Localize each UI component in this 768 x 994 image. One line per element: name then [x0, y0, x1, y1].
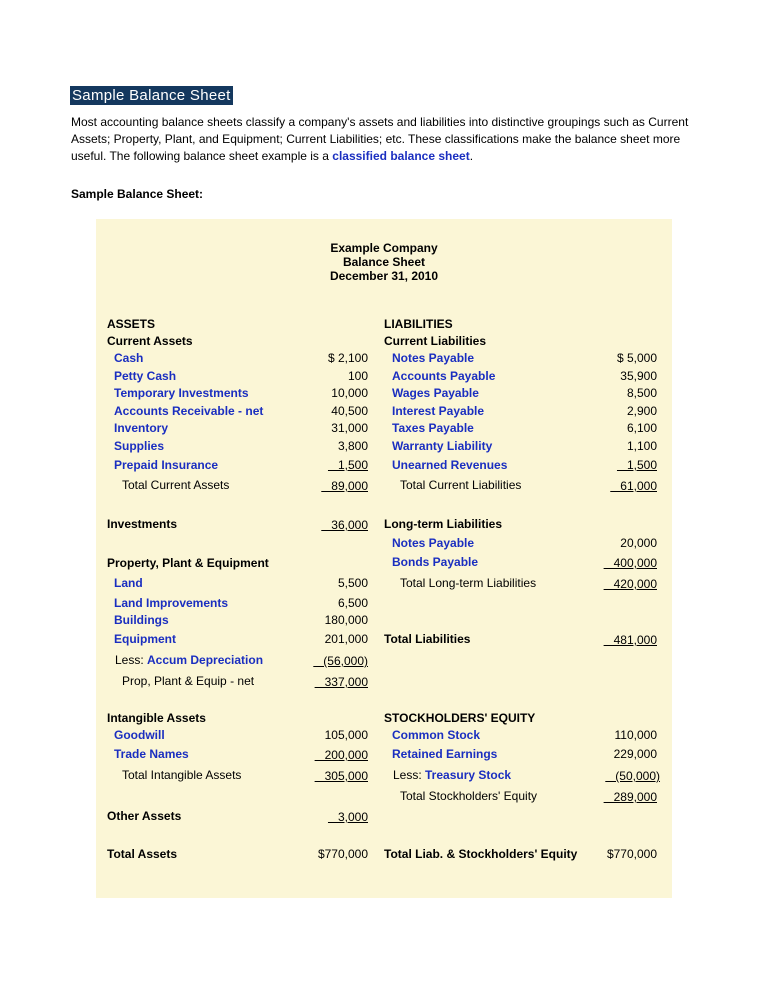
current-liabilities-heading: Current Liabilities [384, 334, 487, 348]
total-current-liabilities-label: Total Current Liabilities [400, 478, 522, 492]
less-prefix: Less: [393, 768, 426, 782]
liability-item-amount: 2,900 [626, 404, 657, 418]
liability-item-amount: 35,900 [620, 369, 657, 383]
asset-item-amount: 40,500 [331, 404, 368, 418]
liability-item-label[interactable]: Accounts Payable [392, 369, 496, 383]
longterm-item-amount: 400,000 [603, 556, 657, 570]
treasury-stock-amount: (50,000) [605, 769, 660, 783]
liability-item-amount: $ 5,000 [616, 351, 657, 365]
asset-item-label[interactable]: Accounts Receivable - net [114, 404, 264, 418]
liability-item-amount: 1,100 [626, 439, 657, 453]
investments-label: Investments [107, 517, 178, 531]
total-assets-amount: $770,000 [317, 847, 368, 861]
ppe-net-amount: 337,000 [314, 675, 368, 689]
liability-item-label[interactable]: Taxes Payable [392, 421, 474, 435]
liability-item-label[interactable]: Unearned Revenues [392, 458, 508, 472]
total-intangible-label: Total Intangible Assets [122, 768, 242, 782]
ppe-heading: Property, Plant & Equipment [107, 556, 269, 570]
asset-item-label[interactable]: Prepaid Insurance [114, 458, 219, 472]
total-equity-amount: 289,000 [603, 790, 657, 804]
other-assets-amount: 3,000 [327, 810, 368, 824]
liabilities-heading: LIABILITIES [384, 317, 453, 331]
longterm-item-amount: 20,000 [620, 536, 657, 550]
asset-item-amount: 100 [347, 369, 368, 383]
other-assets-label: Other Assets [107, 809, 182, 823]
page-title: Sample Balance Sheet [72, 87, 231, 104]
intro-text-end: . [469, 149, 474, 163]
total-current-assets-label: Total Current Assets [122, 478, 230, 492]
total-equity-label: Total Stockholders' Equity [400, 789, 538, 803]
total-liabilities-label: Total Liabilities [384, 632, 471, 646]
equity-item-label[interactable]: Common Stock [392, 728, 481, 742]
ppe-item-label[interactable]: Buildings [114, 613, 169, 627]
asset-item-label[interactable]: Cash [114, 351, 144, 365]
intangible-item-amount: 200,000 [314, 748, 368, 762]
equity-item-amount: 110,000 [614, 728, 657, 742]
total-liab-equity-amount: $770,000 [606, 847, 657, 861]
accum-depreciation-link[interactable]: Accum Depreciation [147, 653, 264, 667]
liability-item-label[interactable]: Warranty Liability [392, 439, 493, 453]
total-current-assets-amount: 89,000 [321, 479, 368, 493]
less-prefix: Less: [115, 653, 148, 667]
intangible-item-amount: 105,000 [324, 728, 368, 742]
equity-item-label[interactable]: Retained Earnings [392, 747, 498, 761]
accum-depreciation-amount: (56,000) [313, 654, 368, 668]
liability-item-label[interactable]: Interest Payable [392, 404, 485, 418]
longterm-item-label[interactable]: Notes Payable [392, 536, 475, 550]
liability-item-amount: 8,500 [626, 386, 657, 400]
ppe-item-label[interactable]: Land Improvements [114, 596, 229, 610]
asset-item-amount: 1,500 [327, 458, 368, 472]
company-name: Example Company [330, 241, 438, 255]
asset-item-label[interactable]: Supplies [114, 439, 165, 453]
total-current-liabilities-amount: 61,000 [610, 479, 657, 493]
statement-date: December 31, 2010 [329, 269, 439, 283]
current-assets-heading: Current Assets [107, 334, 193, 348]
asset-item-label[interactable]: Temporary Investments [114, 386, 249, 400]
ppe-item-amount: 180,000 [324, 613, 368, 627]
treasury-stock-row [393, 768, 511, 782]
classified-balance-sheet-link[interactable]: classified balance sheet [332, 149, 470, 163]
liability-item-label[interactable]: Wages Payable [392, 386, 479, 400]
ppe-net-label: Prop, Plant & Equip - net [122, 674, 255, 688]
asset-item-amount: $ 2,100 [327, 351, 368, 365]
liability-item-amount: 6,100 [626, 421, 657, 435]
treasury-stock-link[interactable]: Treasury Stock [425, 768, 512, 782]
asset-item-label[interactable]: Petty Cash [114, 369, 177, 383]
asset-item-amount: 3,800 [337, 439, 368, 453]
assets-heading: ASSETS [107, 317, 156, 331]
statement-name: Balance Sheet [342, 255, 426, 269]
asset-item-amount: 31,000 [331, 421, 368, 435]
total-intangible-amount: 305,000 [314, 769, 368, 783]
total-liabilities-amount: 481,000 [603, 633, 657, 647]
intangible-heading: Intangible Assets [107, 711, 206, 725]
ppe-item-label[interactable]: Equipment [114, 632, 176, 646]
ppe-item-amount: 6,500 [337, 596, 368, 610]
equity-item-amount: 229,000 [613, 747, 657, 761]
total-liab-equity-label: Total Liab. & Stockholders' Equity [384, 847, 578, 861]
ppe-item-label[interactable]: Land [114, 576, 143, 590]
ppe-item-amount: 201,000 [324, 632, 368, 646]
intro-text: Most accounting balance sheets classify a company's assets and liabilities into distinctive groupings such as Current Assets; Property, Plant, and Equipment; Current Liabilities; etc. These classifications make the balance sheet more useful. The following balance sheet example is a [71, 115, 689, 163]
longterm-item-label[interactable]: Bonds Payable [392, 555, 479, 569]
sample-subheading: Sample Balance Sheet: [71, 187, 204, 201]
longterm-liabilities-heading: Long-term Liabilities [384, 517, 503, 531]
accum-depreciation-row [115, 653, 263, 667]
asset-item-label[interactable]: Inventory [114, 421, 169, 435]
intro-paragraph [71, 114, 711, 165]
total-assets-label: Total Assets [107, 847, 178, 861]
intangible-item-label[interactable]: Trade Names [114, 747, 189, 761]
liability-item-label[interactable]: Notes Payable [392, 351, 475, 365]
liability-item-amount: 1,500 [616, 458, 657, 472]
total-longterm-amount: 420,000 [603, 577, 657, 591]
investments-amount: 36,000 [321, 518, 368, 532]
total-longterm-label: Total Long-term Liabilities [400, 576, 537, 590]
asset-item-amount: 10,000 [331, 386, 368, 400]
ppe-item-amount: 5,500 [337, 576, 368, 590]
equity-heading: STOCKHOLDERS' EQUITY [384, 711, 536, 725]
intangible-item-label[interactable]: Goodwill [114, 728, 165, 742]
